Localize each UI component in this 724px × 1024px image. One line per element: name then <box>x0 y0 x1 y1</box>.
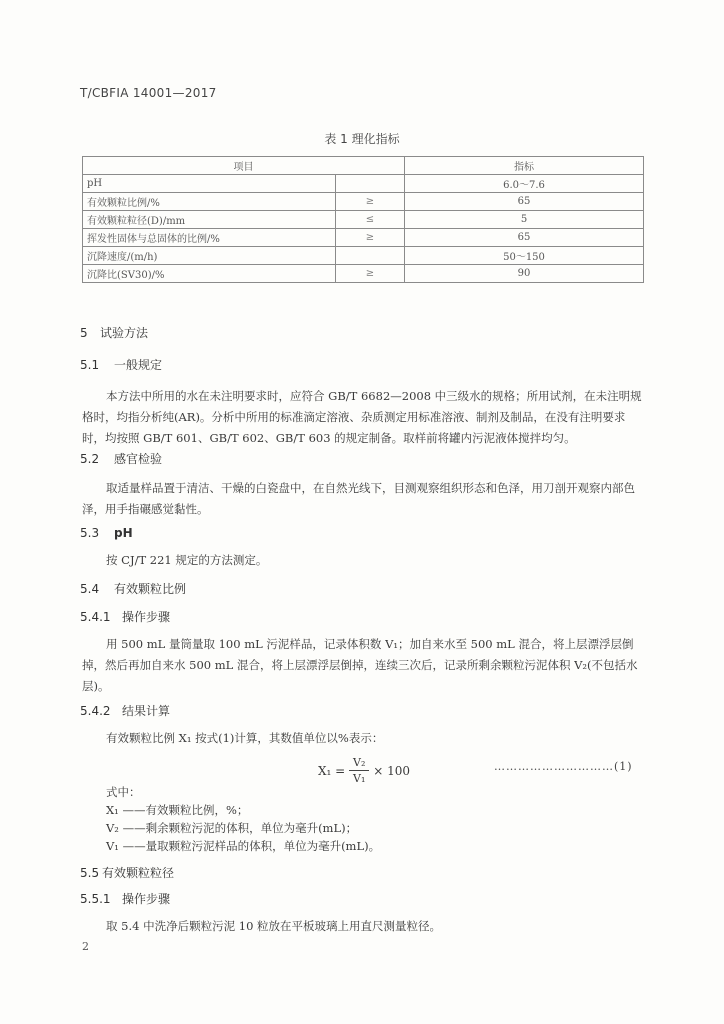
table-row <box>83 229 644 247</box>
section-heading-5-5-1: 5.5.1 操作步骤 <box>80 892 171 906</box>
definition-v1: V₁ ——量取颗粒污泥样品的体积，单位为毫升(mL)。 <box>106 839 381 853</box>
paragraph-5-4-1: 用 500 mL 量筒量取 100 mL 污泥样品，记录体积数 V₁；加自来水至 500 mL 混合，将上层漂浮层倒掉，然后再加自来水 500 mL 混合，将上层漂浮层倒掉，连续三次后，记录所剩余颗粒污泥体积 V₂(不包括水层)。 <box>82 637 638 693</box>
column-header-value: 指标 <box>405 157 644 175</box>
section-heading-5-2: 5.2 感官检验 <box>80 452 163 466</box>
row-value: 50～150 <box>405 247 644 265</box>
section-heading-5-4: 5.4 有效颗粒比例 <box>80 582 187 596</box>
formula-fraction <box>349 756 369 785</box>
section-heading-5: 5 试验方法 <box>80 326 149 340</box>
table-row <box>83 247 644 265</box>
row-comparator: ≤ <box>336 211 405 229</box>
formula-1 <box>318 756 410 785</box>
standard-code: T/CBFIA 14001—2017 <box>80 86 217 100</box>
section-heading-5-4-1: 5.4.1 操作步骤 <box>80 610 171 624</box>
definition-v2: V₂ ——剩余颗粒污泥的体积，单位为毫升(mL)； <box>106 821 358 835</box>
paragraph-5-5-1: 取 5.4 中洗净后颗粒污泥 10 粒放在平板玻璃上用直尺测量粒径。 <box>106 919 442 933</box>
definition-x1: X₁ ——有效颗粒比例，%； <box>106 803 249 817</box>
row-item: 沉降速度/(m/h) <box>83 247 336 265</box>
row-comparator: ≥ <box>336 229 405 247</box>
row-item: 有效颗粒粒径(D)/mm <box>83 211 336 229</box>
row-item: 挥发性固体与总固体的比例/% <box>83 229 336 247</box>
row-item: pH <box>83 175 336 193</box>
page-number: 2 <box>82 940 89 953</box>
section-heading-5-1: 5.1 一般规定 <box>80 358 163 372</box>
row-value: 65 <box>405 229 644 247</box>
section-heading-5-4-2: 5.4.2 结果计算 <box>80 704 171 718</box>
paragraph-5-2: 取适量样品置于清洁、干燥的白瓷盘中，在自然光线下，目测观察组织形态和色泽，用刀剖开观察内部色泽，用手指碾感觉黏性。 <box>82 481 635 516</box>
table-title: 表 1 理化指标 <box>324 132 400 146</box>
formula-intro: 有效颗粒比例 X₁ 按式(1)计算，其数值单位以%表示： <box>106 731 384 745</box>
row-comparator <box>336 247 405 265</box>
formula-rhs: × 100 <box>373 763 411 778</box>
table-row <box>83 175 644 193</box>
formula-numerator: V₂ <box>353 756 366 769</box>
row-value: 90 <box>405 265 644 283</box>
row-item: 沉降比(SV30)/% <box>83 265 336 283</box>
row-comparator: ≥ <box>336 193 405 211</box>
paragraph-5-3: 按 CJ/T 221 规定的方法测定。 <box>106 553 268 567</box>
column-header-item: 项目 <box>83 157 405 175</box>
row-comparator: ≥ <box>336 265 405 283</box>
row-value: 6.0～7.6 <box>405 175 644 193</box>
formula-lhs: X₁ = <box>318 763 346 778</box>
paragraph-5-1: 本方法中所用的水在未注明要求时，应符合 GB/T 6682—2008 中三级水的规格；所用试剂，在未注明规格时，均指分析纯(AR)。分析中所用的标准滴定溶液、杂质测定用标准溶液、制剂及制品，在没有注明要求时，均按照 GB/T 601、GB/T 602、GB/T 603 的规定制备。取样前将罐内污泥液体搅拌均匀。 <box>82 389 642 445</box>
where-label: 式中： <box>106 785 141 799</box>
formula-denominator: V₁ <box>353 772 366 785</box>
table-row <box>83 211 644 229</box>
row-value: 5 <box>405 211 644 229</box>
spec-table <box>82 156 644 283</box>
table-row <box>83 265 644 283</box>
row-value: 65 <box>405 193 644 211</box>
section-heading-5-5: 5.5 有效颗粒粒径 <box>80 866 175 880</box>
row-comparator <box>336 175 405 193</box>
fraction-bar <box>349 770 369 771</box>
table-header-row <box>83 157 644 175</box>
table-row <box>83 193 644 211</box>
formula-label: …………………………(1) <box>494 760 633 773</box>
row-item: 有效颗粒比例/% <box>83 193 336 211</box>
section-heading-5-3: 5.3 pH <box>80 526 133 540</box>
